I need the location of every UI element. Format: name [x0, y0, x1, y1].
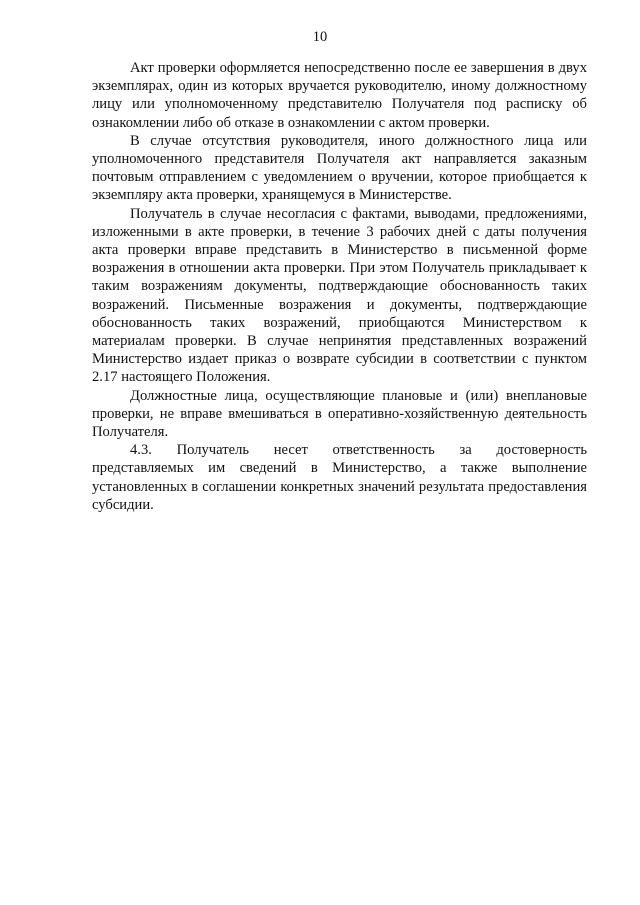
page-number: 10 [312, 29, 328, 45]
paragraph-objections: Получатель в случае несогласия с фактами, выводами, предложениями, изложенными в акте проверки, в течение 3 рабочих дней с даты получения акта проверки вправе представить в Министерство в письменной форме возражения в отношении акта проверки. При этом Получатель прикладывает к таким возражениям документы, подтверждающие обоснованность таких возражений. Письменные возражения и документы, подтверждающие обоснованность таких возражений, приобщаются Министерством к материалам проверки. В случае непринятия представленных возражений Министерство издает приказ о возврате субсидии в соответствии с пунктом 2.17 настоящего Положения. [92, 205, 587, 386]
paragraph-recipient-responsibility: 4.3. Получатель несет ответственность за достоверность представляемых им сведений в Министерство, а также выполнение установленных в соглашении конкретных значений результата предоставления субсидии. [92, 442, 587, 513]
paragraph-act-mailing: В случае отсутствия руководителя, иного должностного лица или уполномоченного представителя Получателя акт направляется заказным почтовым отправлением с уведомлением о вручении, которое приобщается к экземпляру акта проверки, хранящемуся в Министерстве. [92, 132, 587, 204]
document-body [92, 59, 587, 514]
paragraph-act-registration: Акт проверки оформляется непосредственно после ее завершения в двух экземплярах, один из которых вручается руководителю, иному должностному лицу или уполномоченному представителю Получателя под расписку об ознакомлении либо об отказе в ознакомлении с актом проверки. [92, 60, 587, 131]
paragraph-officials-restrictions: Должностные лица, осуществляющие плановые и (или) внеплановые проверки, не вправе вмешиваться в оперативно-хозяйственную деятельность Получателя. [92, 387, 587, 441]
